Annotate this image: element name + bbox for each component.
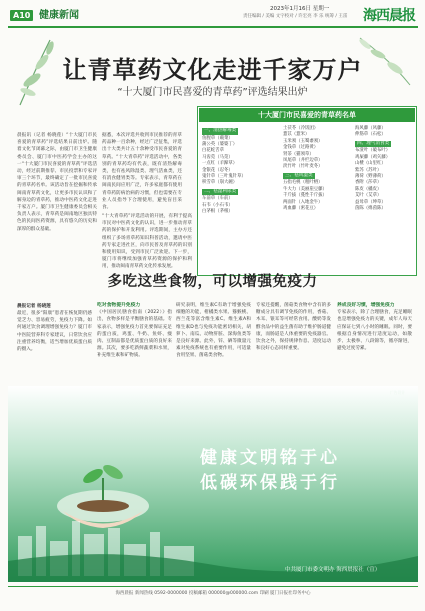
story2-column-1: 最近，很多“阳康”患者在恢复期仍感觉乏力、容易疲劳，免疫力下降。如何通过饮食调理增强免疫力？厦门市中医院营养科专家建议，日常饮食应注重营养均衡，适当增加优质蛋白质的摄入。 xyxy=(17,311,92,353)
herb-list-item: 白花蛇舌草 xyxy=(202,148,224,154)
herb-category-label: 一、清热解毒类 xyxy=(204,128,237,133)
herb-list-item: 白茅根（茅根） xyxy=(202,209,233,215)
ad-credit: 广告设计 xyxy=(390,390,406,395)
footer-rule xyxy=(8,586,418,587)
story1-column-1: 晨报讯（记者 杨晓莲）“十大厦门市民喜爱的青草药”评选结果日前出炉。随着文化节闭幕之际，由厦门市卫生健康委员会、厦门市中医药学会主办的这一“十大厦门市民喜爱的青草药”评选活动，经过前期推荐、市民投票和专家评审三个环节，最终确定了一批市民喜爱的青草药名单。该活动旨在挖掘和传承闽南青草药文化，让更多市民认识和了解身边的青草药，推动中医药文化走进千家万户。厦门市卫生健康委员会相关负责人表示，青草药是闽南地区独具特色的民间医药资源，具有悠久的历史和深厚的群众基础。 xyxy=(17,133,97,232)
herb-category-label: 二、祛湿利尿类 xyxy=(204,188,237,194)
herb-list-item: 蒲公英（婆婆丁） xyxy=(202,141,238,147)
herb-category-label: 四、理气消食类 xyxy=(357,140,390,146)
herb-list-item: 艾叶（艾草） xyxy=(355,193,382,199)
herb-list-item: 积雪草（崩大碗） xyxy=(202,180,238,186)
herb-list-item: 凤尾草（井栏边草） xyxy=(283,158,323,164)
story2-column-4: 专家还提醒，菌菇类食物中含有的多糖成分具有调节免疫的作用，香菇、木耳、银耳等可经常食用。酸奶等发酵食品中的益生菌有助于维护肠道健康，而肠道是人体重要的免疫器官。饮食之外，保持规律作息、适度运动和良好心态同样重要。 xyxy=(256,303,331,352)
herb-list-item: 茵陈（绵茵陈） xyxy=(355,205,386,211)
story2-byline: 晨报记者 杨晓莲 xyxy=(17,304,51,309)
story2-column-5-text: 专家表示，除了合理膳食，充足睡眠也是增强免疫力的关键，成年人每天应保证七到八小时的睡眠。同时，要根据自身情况进行适度运动，如散步、太极拳、八段锦等，循序渐进，避免过度劳累。 xyxy=(337,310,412,352)
story2-column-2-text: 《中国居民膳食指南（2022）》指出，食物多样是平衡膳食的基础。专家表示，增强免疫力首先要保证充足的蛋白质，鸡蛋、牛奶、鱼虾、瘦肉、豆制品都是优质蛋白质的良好来源。其次，要多吃新鲜蔬菜和水果，补充维生素和矿物质。 xyxy=(97,310,172,359)
herb-list-item: 淡竹叶（竹叶麦冬） xyxy=(283,164,323,170)
herb-list-item: 薏苡（薏米） xyxy=(283,132,310,138)
main-headline: 让青草药文化走进千家万户 xyxy=(62,56,363,84)
story2-subhead-1: 吃对食物提升免疫力 xyxy=(97,303,141,308)
story2-column-3: 研究表明，维生素C有助于增强免疫细胞的功能，柑橘类水果、猕猴桃、西兰花等富含维生素C。维生素A和维生素D也与免疫功能密切相关，胡萝卜、南瓜、动物肝脏、深海鱼类等是良好来源。此外，锌、硒等微量元素对免疫系统也有重要作用，可适量食用坚果、菌菇类食物。 xyxy=(176,303,251,359)
herb-list-item: 两面针（入地金牛） xyxy=(283,199,323,205)
ad-sponsor: 中共厦门市委文明办 海西晨报社（宣） xyxy=(285,567,381,573)
ad-slogan-line-2: 低碳环保践于行 xyxy=(200,473,340,493)
ad-slogan-line-1: 健康文明铭于心 xyxy=(200,448,340,468)
main-subheadline: “十大厦门市民喜爱的青草药”评选结果出炉 xyxy=(117,87,308,98)
herb-list-item: 益母草（坤草） xyxy=(355,199,386,205)
story2-subhead-2: 养成良好习惯，增强免疫力 xyxy=(337,303,395,308)
story1-column-2: 据悉，本次评选共收到市民推荐的青草药品种一百余种，经过广泛征集，评选出十大类共计五十余种受市民喜爱的青草药。“十大青草药”评选活动中，各类别的青草药均有代表，既有清热解毒类，也有祛风除湿类、理气活血类，还有消食健胃类等。专家表示，青草药在闽南民间应用广泛，许多家庭都有使用青草药防病治病的习惯，但也需要在专业人员指导下合理使用，避免盲目采食。 xyxy=(102,133,182,211)
herb-list-item: 香附（莎草） xyxy=(355,180,382,186)
herb-list-title: 十大厦门市民喜爱的青草药名单 xyxy=(199,108,415,122)
herb-list-item: 马齿苋（马苋） xyxy=(202,154,233,160)
herb-list-item: 五指毛桃（粗叶榕） xyxy=(283,180,323,186)
herb-list-item: 鱼腥草（蕺菜） xyxy=(202,135,233,141)
story2-headline: 多吃这些食物，可以增强免疫力 xyxy=(107,274,318,290)
herb-list-item: 肾茶（猫须草） xyxy=(283,151,314,157)
herb-list-item: 土茯苓（冷饭团） xyxy=(283,126,319,131)
herb-list-item: 鸡屎藤（鸡矢藤） xyxy=(355,154,391,160)
date-line: 2023年1月16日 星期一 xyxy=(270,6,330,12)
herb-list-item: 金银花（忍冬） xyxy=(202,167,233,173)
story1-column-3: “十大青草药”评选活动的开展，有利于提高市民对中医药文化的认识，进一步推动青草药的保护和开发利用。评选期间，主办方还组织了多场青草药知识科普活动，邀请中医药专家走进社区，向市民普及青草药的识别和使用知识，受到市民广泛欢迎。下一步，厦门市将继续加强青草药资源的保护和利用，推动闽南青草药文化传承发展。 xyxy=(102,214,192,270)
page-number: A10 xyxy=(10,10,33,21)
herb-list-item: 一点红（羊蹄草） xyxy=(202,161,238,167)
herb-list-item: 鬼针草（三叶鬼针草） xyxy=(202,173,246,179)
footer-info: 海西晨报 新闻热线 0592-0000000 投稿邮箱 000000@000000.com 印刷 厦门日报社印务中心 xyxy=(115,591,311,596)
page-header xyxy=(0,0,425,28)
masthead-logo: 海西晨报 xyxy=(363,8,415,24)
herb-list-item: 山楂（山里红） xyxy=(355,161,386,167)
herb-list-item: 玉米须（玉蜀黍须） xyxy=(283,138,323,144)
herb-list-column-1 xyxy=(202,126,268,215)
herb-list-item: 紫苏（苏叶） xyxy=(355,167,382,173)
herb-list-column-3 xyxy=(355,126,415,212)
herb-list-column-2 xyxy=(283,126,351,212)
header-rule xyxy=(8,26,418,28)
herb-list-item: 海风藤（风藤） xyxy=(355,126,386,131)
herb-category-label: 三、祛风湿类 xyxy=(285,172,313,178)
herb-list-item: 薄荷（野薄荷） xyxy=(355,173,386,179)
herb-list-item: 伸筋草（石松） xyxy=(355,132,386,138)
herb-list-item: 布渣叶（破布叶） xyxy=(355,148,391,154)
section-name: 健康新闻 xyxy=(39,10,79,21)
herb-list-item: 千斤拔（蔓性千斤拔） xyxy=(283,193,327,199)
edition-line: 责任编辑 / 美编 文字校对 / 许宏亮 李 乐 统筹 / 王雷 xyxy=(243,14,348,19)
herb-list-item: 牛大力（美丽崖豆藤） xyxy=(283,186,327,192)
herb-list-item: 车前草（车前） xyxy=(202,196,233,202)
herb-list-item: 陈皮（橘皮） xyxy=(355,186,382,192)
herb-list-item: 石韦（小石韦） xyxy=(202,202,233,208)
herb-list-item: 金钱草（过路黄） xyxy=(283,145,319,151)
herb-list-item: 鸡血藤（密花豆） xyxy=(283,205,319,211)
